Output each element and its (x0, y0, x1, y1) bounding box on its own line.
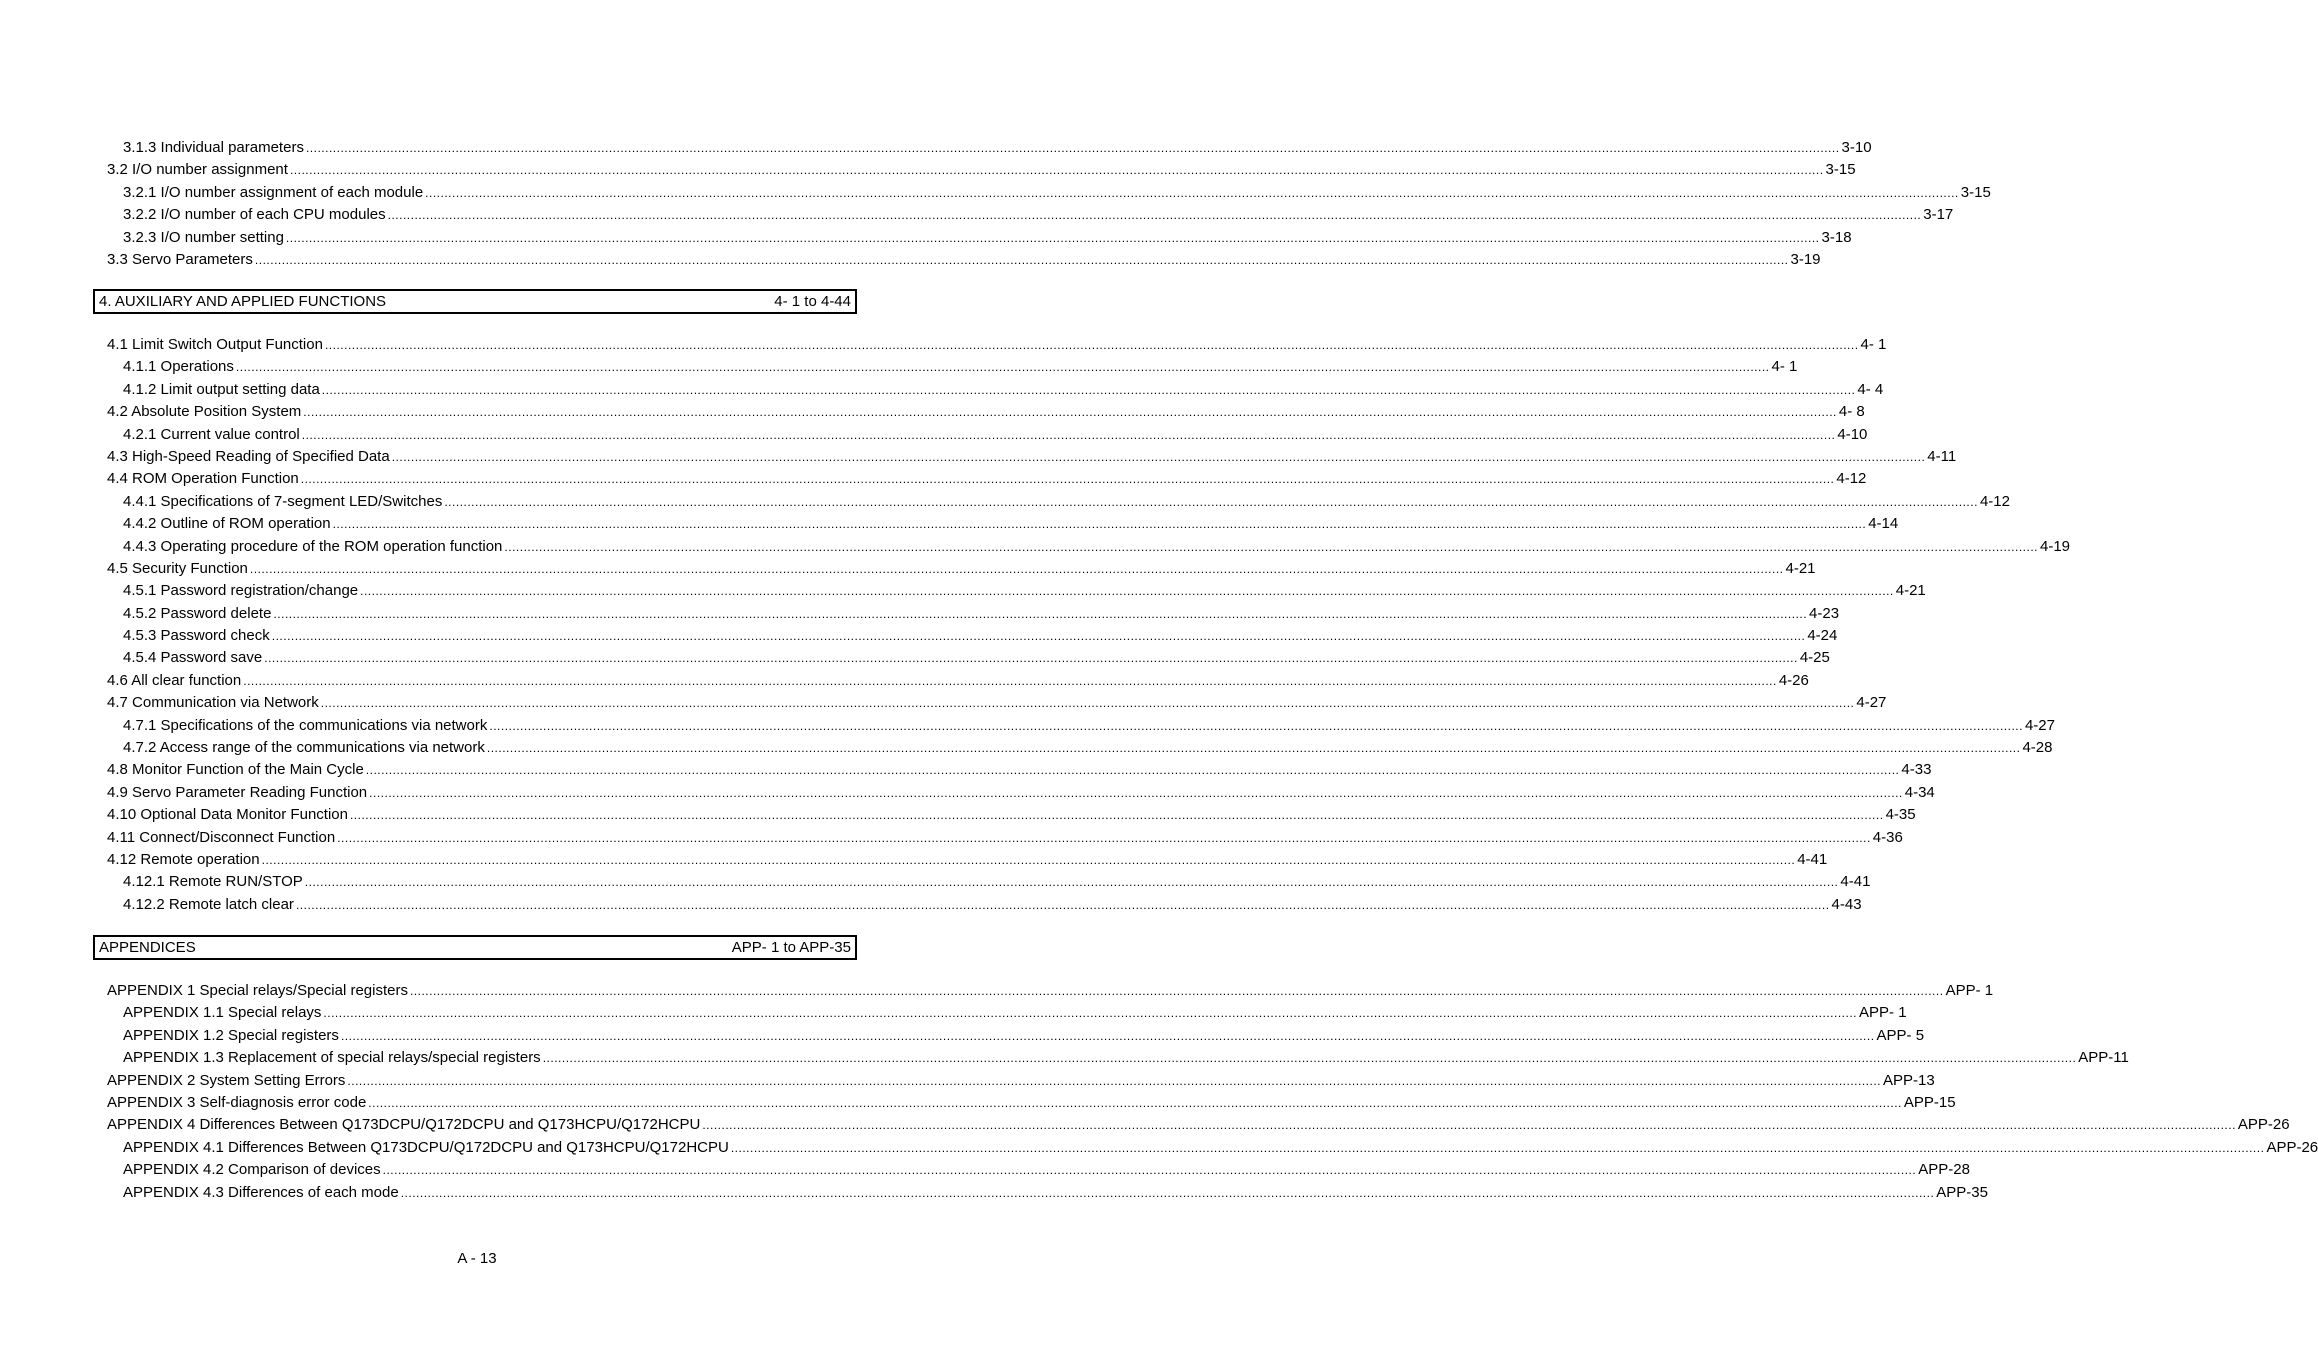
dot-leader: ................................................................................................................................................................................................................................................................................................................................................................................................................ (349, 808, 1884, 823)
dot-leader: ................................................................................................................................................................................................................................................................................................................................................................................................................ (289, 163, 1824, 178)
toc-entry-title: 4.12 Remote operation (107, 850, 260, 868)
toc-entry-page: 3-18 (1821, 228, 1852, 246)
dot-leader: ................................................................................................................................................................................................................................................................................................................................................................................................................ (295, 897, 1830, 912)
chapter-header-4 (93, 289, 857, 314)
toc-entry-title: 3.2.2 I/O number of each CPU modules (123, 206, 386, 224)
dot-leader: ................................................................................................................................................................................................................................................................................................................................................................................................................ (285, 230, 1820, 245)
dot-leader: ................................................................................................................................................................................................................................................................................................................................................................................................................ (320, 696, 1855, 711)
toc-entry (107, 671, 1809, 694)
toc-entry-title: APPENDIX 1.3 Replacement of special relays/special registers (123, 1049, 541, 1067)
toc-entry (107, 1071, 1935, 1094)
dot-leader: ................................................................................................................................................................................................................................................................................................................................................................................................................ (305, 141, 1840, 155)
toc-entry (107, 447, 1957, 470)
toc-entry (107, 358, 1798, 380)
toc-entry-title: APPENDIX 4.2 Comparison of devices (123, 1161, 381, 1179)
dot-leader: ................................................................................................................................................................................................................................................................................................................................................................................................................ (391, 449, 1926, 464)
toc-entry-title: 4.5.4 Password save (123, 649, 263, 667)
dot-leader: ................................................................................................................................................................................................................................................................................................................................................................................................................ (730, 1140, 2265, 1155)
toc-entry-page: APP-11 (2078, 1049, 2129, 1067)
toc-entry-page: 3-15 (1825, 161, 1856, 179)
toc-entry-page: 4-41 (1840, 873, 1871, 891)
dot-leader: ................................................................................................................................................................................................................................................................................................................................................................................................................ (504, 539, 2038, 554)
toc-entry-title: APPENDIX 4.3 Differences of each mode (123, 1183, 399, 1201)
toc-entry-title: 4.4.3 Operating procedure of the ROM operation function (123, 537, 503, 555)
toc-entry (107, 559, 1816, 582)
dot-leader: ................................................................................................................................................................................................................................................................................................................................................................................................................ (301, 427, 1836, 442)
toc-entry-page: 4-27 (1856, 694, 1887, 712)
dot-leader: ................................................................................................................................................................................................................................................................................................................................................................................................................ (235, 360, 1770, 375)
toc-entry-title: 3.3 Servo Parameters (107, 250, 253, 268)
dot-leader: ................................................................................................................................................................................................................................................................................................................................................................................................................ (332, 517, 1867, 532)
toc-entry (107, 425, 1868, 448)
toc-entry-title: 4.10 Optional Data Monitor Function (107, 806, 348, 824)
toc-entry-page: APP-15 (1903, 1093, 1956, 1111)
dot-leader: ................................................................................................................................................................................................................................................................................................................................................................................................................ (261, 852, 1796, 867)
toc-entry-title: APPENDIX 4 Differences Between Q173DCPU/Q172DCPU and Q173HCPU/Q172HCPU (107, 1116, 701, 1134)
chapter-title: APPENDICES (99, 939, 196, 956)
toc-entry (107, 895, 1862, 918)
toc-entry-page: 4- 1 (1771, 358, 1798, 376)
toc-block-appendices (107, 982, 2318, 1206)
toc-entry-page: APP- 1 (1945, 982, 1994, 999)
toc-entry-page: 4-33 (1901, 761, 1932, 779)
toc-entry-page: APP- 5 (1876, 1026, 1925, 1044)
toc-entry (107, 1138, 2318, 1161)
toc-entry-title: APPENDIX 1 Special relays/Special registers (107, 982, 408, 999)
dot-leader: ................................................................................................................................................................................................................................................................................................................................................................................................................ (254, 252, 1789, 267)
toc-entry (107, 649, 1830, 671)
toc-entry-page: 4-41 (1797, 850, 1828, 868)
dot-leader: ................................................................................................................................................................................................................................................................................................................................................................................................................ (489, 718, 2023, 733)
toc-entry-title: APPENDIX 2 System Setting Errors (107, 1071, 346, 1089)
toc-entry-title: 4.5.3 Password check (123, 627, 270, 645)
toc-entry-page: APP-13 (1883, 1071, 1935, 1089)
toc-entry-title: 3.2.3 I/O number setting (123, 228, 284, 246)
dot-leader: ................................................................................................................................................................................................................................................................................................................................................................................................................ (409, 984, 1944, 998)
toc-entry-page: 4-14 (1868, 515, 1899, 533)
toc-entry-page: 4-21 (1785, 559, 1816, 577)
toc-entry-page: 3-15 (1960, 183, 1991, 201)
toc-entry-page: APP- 1 (1859, 1004, 1907, 1022)
toc-entry-title: 4.1.2 Limit output setting data (123, 380, 320, 398)
toc-entry-title: 4.1 Limit Switch Output Function (107, 336, 323, 353)
toc-entry (107, 515, 1899, 537)
toc-entry-page: 4-19 (2040, 537, 2071, 555)
toc-entry (107, 1093, 1956, 1116)
toc-entry (107, 183, 1991, 206)
toc-entry-title: APPENDIX 4.1 Differences Between Q173DCPU/Q172DCPU and Q173HCPU/Q172HCPU (123, 1138, 729, 1156)
toc-entry-title: 4.12.2 Remote latch clear (123, 895, 294, 913)
toc-entry (107, 783, 1935, 806)
toc-entry-title: 3.1.3 Individual parameters (123, 139, 304, 156)
toc-entry-page: 4-34 (1904, 783, 1935, 801)
chapter-pages: APP- 1 to APP-35 (731, 939, 851, 956)
dot-leader: ................................................................................................................................................................................................................................................................................................................................................................................................................ (486, 741, 2021, 756)
toc-entry-title: APPENDIX 1.1 Special relays (123, 1004, 322, 1022)
dot-leader: ................................................................................................................................................................................................................................................................................................................................................................................................................ (337, 830, 1871, 845)
toc-entry (107, 761, 1932, 783)
toc-entry-page: 4-11 (1927, 447, 1957, 465)
dot-leader: ................................................................................................................................................................................................................................................................................................................................................................................................................ (273, 606, 1808, 621)
toc-entry (107, 1116, 2290, 1138)
toc-entry-title: 4.9 Servo Parameter Reading Function (107, 783, 368, 801)
toc-entry-title: 4.4 ROM Operation Function (107, 470, 299, 488)
toc-entry-title: 4.2 Absolute Position System (107, 403, 302, 421)
dot-leader: ................................................................................................................................................................................................................................................................................................................................................................................................................ (444, 494, 1978, 509)
toc-entry (107, 1161, 1970, 1183)
toc-entry-page: 4-27 (2024, 716, 2055, 734)
dot-leader: ................................................................................................................................................................................................................................................................................................................................................................................................................ (324, 338, 1859, 352)
dot-leader: ................................................................................................................................................................................................................................................................................................................................................................................................................ (387, 208, 1922, 223)
dot-leader: ................................................................................................................................................................................................................................................................................................................................................................................................................ (368, 1095, 1902, 1110)
toc-entry (107, 604, 1840, 627)
toc-entry-page: 4-12 (1979, 492, 2010, 510)
toc-entry (107, 716, 2055, 739)
toc-entry (107, 806, 1916, 828)
chapter-header-appendices (93, 935, 857, 960)
toc-block-chapter4 (107, 336, 2071, 918)
toc-entry-page: 4-25 (1799, 649, 1830, 667)
toc-entry-page: 4-12 (1836, 470, 1867, 488)
toc-entry-title: 4.5.1 Password registration/change (123, 582, 359, 600)
dot-leader: ................................................................................................................................................................................................................................................................................................................................................................................................................ (303, 405, 1837, 420)
toc-entry-title: 4.8 Monitor Function of the Main Cycle (107, 761, 364, 779)
toc-entry (107, 492, 2010, 515)
dot-leader: ................................................................................................................................................................................................................................................................................................................................................................................................................ (382, 1163, 1917, 1178)
toc-entry-title: 4.4.2 Outline of ROM operation (123, 515, 331, 533)
chapter-pages: 4- 1 to 4-44 (774, 293, 851, 310)
toc-entry (107, 694, 1887, 716)
toc-block-chapter3 (107, 139, 1991, 273)
toc-entry (107, 470, 1867, 492)
toc-entry-title: 4.12.1 Remote RUN/STOP (123, 873, 303, 891)
toc-entry-page: 3-19 (1790, 250, 1821, 268)
toc-entry-page: 4-36 (1872, 828, 1903, 846)
toc-entry-title: 4.3 High-Speed Reading of Specified Data (107, 447, 390, 465)
toc-entry-title: 4.2.1 Current value control (123, 425, 300, 443)
dot-leader: ................................................................................................................................................................................................................................................................................................................................................................................................................ (400, 1185, 1935, 1200)
toc-entry-title: 4.7.1 Specifications of the communications via network (123, 716, 488, 734)
toc-entry-page: 4- 1 (1860, 336, 1887, 353)
toc-entry-page: 4-24 (1807, 627, 1838, 645)
toc-entry (107, 1004, 1907, 1026)
toc-entry-page: 4- 4 (1857, 380, 1884, 398)
page-number: A - 13 (457, 1250, 497, 1267)
toc-entry-title: 4.5.2 Password delete (123, 604, 272, 622)
toc-entry (107, 403, 1865, 425)
toc-entry (107, 1049, 2129, 1071)
toc-entry (107, 250, 1821, 273)
dot-leader: ................................................................................................................................................................................................................................................................................................................................................................................................................ (365, 763, 1900, 778)
toc-entry-title: 4.6 All clear function (107, 671, 242, 689)
toc-entry (107, 982, 1994, 1004)
toc-entry-title: 4.5 Security Function (107, 559, 248, 577)
toc-entry-title: 4.11 Connect/Disconnect Function (107, 828, 336, 846)
toc-entry-title: 4.1.1 Operations (123, 358, 234, 376)
toc-entry-title: 3.2 I/O number assignment (107, 161, 288, 179)
toc-entry-title: 4.4.1 Specifications of 7-segment LED/Switches (123, 492, 443, 510)
toc-entry-title: APPENDIX 1.2 Special registers (123, 1026, 339, 1044)
toc-entry (107, 582, 1926, 604)
toc-entry-title: 3.2.1 I/O number assignment of each module (123, 183, 424, 201)
toc-entry (107, 139, 1872, 161)
toc-entry-page: 4-43 (1831, 895, 1862, 913)
toc-entry-page: 4-21 (1895, 582, 1926, 600)
dot-leader: ................................................................................................................................................................................................................................................................................................................................................................................................................ (249, 561, 1784, 576)
toc-entry-page: 4-35 (1885, 806, 1916, 824)
toc-entry (107, 206, 1954, 228)
dot-leader: ................................................................................................................................................................................................................................................................................................................................................................................................................ (340, 1028, 1875, 1043)
dot-leader: ................................................................................................................................................................................................................................................................................................................................................................................................................ (264, 651, 1798, 666)
toc-entry (107, 1026, 1925, 1049)
toc-entry-page: 3-10 (1841, 139, 1872, 156)
dot-leader: ................................................................................................................................................................................................................................................................................................................................................................................................................ (347, 1073, 1882, 1088)
dot-leader: ................................................................................................................................................................................................................................................................................................................................................................................................................ (271, 629, 1806, 644)
toc-entry-title: 4.7 Communication via Network (107, 694, 319, 712)
dot-leader: ................................................................................................................................................................................................................................................................................................................................................................................................................ (321, 382, 1856, 397)
toc-entry-page: APP-26 (2266, 1138, 2318, 1156)
toc-entry (107, 380, 1884, 403)
dot-leader: ................................................................................................................................................................................................................................................................................................................................................................................................................ (323, 1006, 1858, 1021)
toc-entry (107, 161, 1856, 183)
toc-entry-page: APP-26 (2237, 1116, 2290, 1134)
toc-entry (107, 627, 1838, 649)
toc-entry-title: 4.7.2 Access range of the communications via network (123, 739, 485, 757)
dot-leader: ................................................................................................................................................................................................................................................................................................................................................................................................................ (369, 785, 1903, 800)
toc-entry (107, 850, 1828, 873)
toc-entry-page: 4-10 (1837, 425, 1868, 443)
dot-leader: ................................................................................................................................................................................................................................................................................................................................................................................................................ (542, 1051, 2077, 1066)
toc-entry-page: 3-17 (1923, 206, 1954, 224)
dot-leader: ................................................................................................................................................................................................................................................................................................................................................................................................................ (300, 472, 1835, 487)
toc-entry-page: APP-35 (1936, 1183, 1988, 1201)
toc-entry (107, 336, 1887, 358)
dot-leader: ................................................................................................................................................................................................................................................................................................................................................................................................................ (425, 185, 1959, 200)
toc-entry-page: APP-28 (1918, 1161, 1970, 1179)
dot-leader: ................................................................................................................................................................................................................................................................................................................................................................................................................ (304, 875, 1839, 890)
toc-entry-page: 4-26 (1778, 671, 1809, 689)
toc-entry (107, 537, 2071, 560)
chapter-title: 4. AUXILIARY AND APPLIED FUNCTIONS (99, 293, 387, 310)
toc-entry (107, 1183, 1988, 1206)
toc-entry (107, 828, 1903, 851)
toc-entry (107, 228, 1852, 251)
toc-entry-title: APPENDIX 3 Self-diagnosis error code (107, 1093, 367, 1111)
dot-leader: ................................................................................................................................................................................................................................................................................................................................................................................................................ (243, 673, 1777, 688)
toc-entry (107, 873, 1871, 895)
toc-entry-page: 4-23 (1809, 604, 1840, 622)
toc-entry-page: 4- 8 (1838, 403, 1865, 421)
dot-leader: ................................................................................................................................................................................................................................................................................................................................................................................................................ (360, 584, 1894, 599)
toc-entry-page: 4-28 (2022, 739, 2053, 757)
dot-leader: ................................................................................................................................................................................................................................................................................................................................................................................................................ (702, 1118, 2236, 1133)
toc-entry (107, 739, 2053, 761)
